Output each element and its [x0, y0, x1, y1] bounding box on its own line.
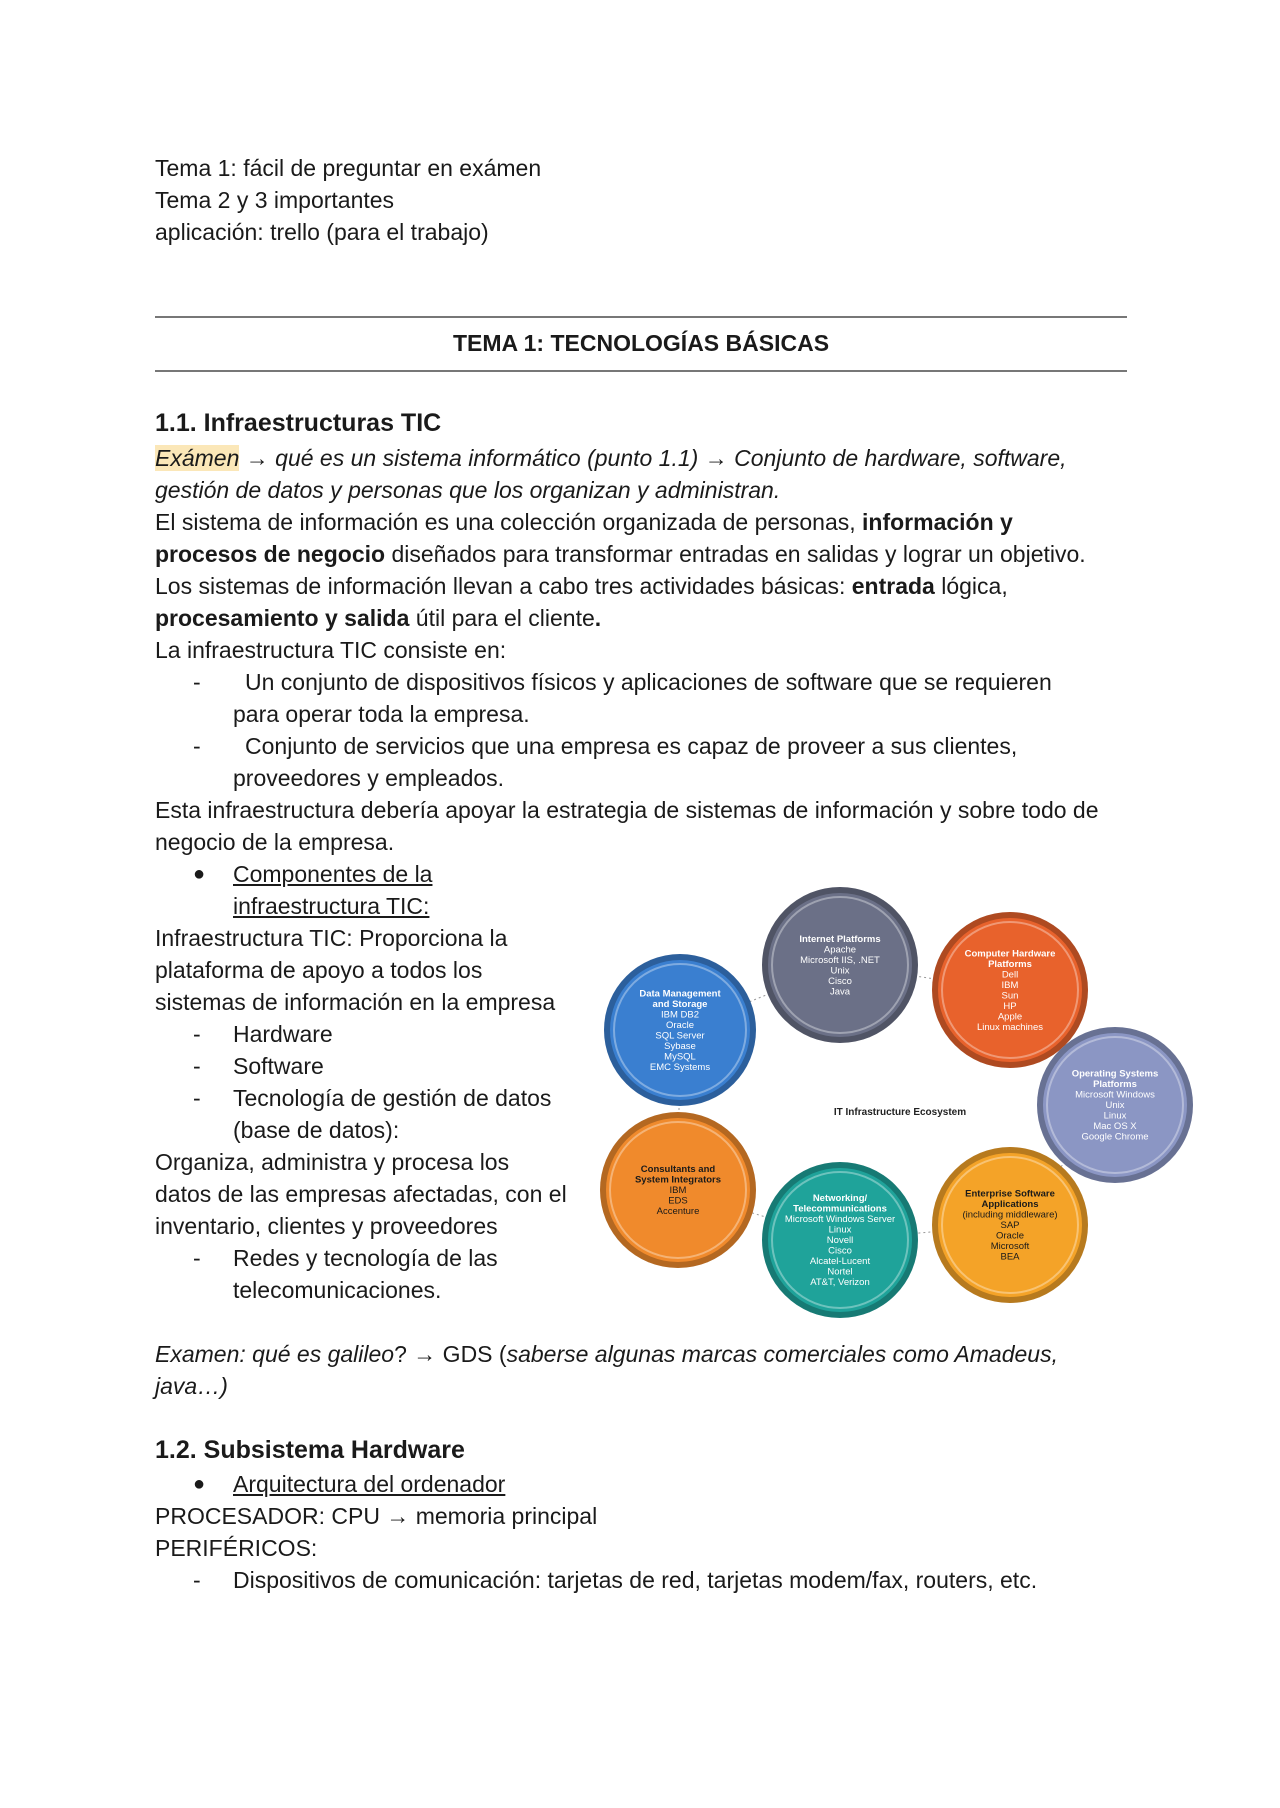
exam-note: java…): [155, 1373, 228, 1399]
node-title: Platforms: [988, 958, 1032, 970]
subheading-link: Arquitectura del ordenador: [233, 1471, 506, 1497]
ecosystem-node-internet: [762, 887, 918, 1043]
node-item: Dell: [1001, 969, 1019, 981]
list-item: Un conjunto de dispositivos físicos y aplicaciones de software que se requieren: [245, 669, 1052, 695]
node-item: Google Chrome: [1081, 1131, 1149, 1143]
list-item: telecomunicaciones.: [233, 1277, 442, 1303]
paragraph: datos de las empresas afectadas, con el: [155, 1181, 567, 1207]
list-dash: -: [193, 733, 201, 759]
list-dash: -: [193, 1085, 201, 1111]
node-item: Java: [829, 986, 851, 998]
paragraph: procesos de negocio diseñados para transformar entradas en salidas y lograr un objetivo.: [155, 541, 1086, 567]
node-item: HP: [1003, 1000, 1017, 1012]
it-infrastructure-diagram: [600, 880, 1220, 1330]
highlight: Exámen: [155, 445, 240, 471]
node-title: Computer Hardware: [964, 948, 1056, 960]
page-title: TEMA 1: TECNOLOGÍAS BÁSICAS: [452, 330, 830, 356]
paragraph: Infraestructura TIC: Proporciona la: [155, 925, 508, 951]
node-item: MySQL: [664, 1051, 696, 1063]
exam-note: Examen: qué es galileo? → GDS (saberse algunas marcas comerciales como Amadeus,: [155, 1341, 1058, 1367]
node-item: EMC Systems: [649, 1061, 711, 1073]
list-item: Conjunto de servicios que una empresa es capaz de proveer a sus clientes,: [245, 733, 1018, 759]
node-item: SAP: [1000, 1220, 1020, 1232]
list-dash: -: [193, 669, 201, 695]
node-title: Operating Systems: [1071, 1068, 1159, 1080]
node-item: IBM DB2: [660, 1009, 700, 1021]
node-item: Microsoft Windows: [1075, 1089, 1155, 1101]
node-item: EDS: [668, 1195, 688, 1207]
intro-line: Tema 2 y 3 importantes: [155, 187, 395, 213]
node-title: Data Management: [639, 988, 721, 1000]
bullet-marker: ●: [193, 863, 206, 885]
list-dash: -: [193, 1567, 201, 1593]
paragraph: plataforma de apoyo a todos los: [155, 957, 483, 983]
node-item: Unix: [1105, 1100, 1125, 1112]
node-item: Sun: [1001, 990, 1019, 1002]
node-item: Linux: [1103, 1110, 1127, 1122]
node-item: Alcatel-Lucent: [809, 1256, 871, 1268]
paragraph: procesamiento y salida útil para el cliente.: [155, 605, 602, 631]
node-item: Linux: [828, 1224, 852, 1236]
exam-note: gestión de datos y personas que los organizan y administran.: [155, 477, 781, 503]
paragraph: Los sistemas de información llevan a cabo tres actividades básicas: entrada lógica,: [155, 573, 1008, 599]
node-title: Platforms: [1093, 1079, 1137, 1091]
node-item: Microsoft: [990, 1241, 1030, 1253]
list-item: Software: [233, 1053, 324, 1079]
node-title: and Storage: [652, 998, 708, 1010]
node-item: AT&T, Verizon: [810, 1277, 870, 1289]
paragraph: El sistema de información es una colección organizada de personas, información y: [155, 509, 1013, 535]
node-item: Microsoft IIS, .NET: [800, 954, 880, 966]
ecosystem-node-hardware: [932, 912, 1088, 1068]
subheading-link: Componentes de la: [233, 861, 433, 887]
bullet-marker: ●: [193, 1473, 206, 1495]
node-title: Internet Platforms: [799, 933, 881, 945]
node-item: Accenture: [656, 1206, 700, 1218]
node-item: Oracle: [666, 1019, 694, 1031]
ecosystem-node-consult: [600, 1112, 756, 1268]
list-dash: -: [193, 1021, 201, 1047]
node-item: Linux machines: [976, 1021, 1044, 1033]
paragraph: Organiza, administra y procesa los: [155, 1149, 510, 1175]
horizontal-rule: [155, 370, 1127, 372]
list-item: Hardware: [233, 1021, 333, 1047]
section-heading: 1.2. Subsistema Hardware: [155, 1436, 465, 1464]
node-item: Novell: [826, 1235, 854, 1247]
node-item: Cisco: [828, 975, 852, 987]
node-item: Oracle: [996, 1230, 1024, 1242]
node-item: BEA: [1000, 1251, 1020, 1263]
node-title: Consultants and: [640, 1164, 716, 1176]
exam-note: Exámen → qué es un sistema informático (punto 1.1) → Conjunto de hardware, software,: [155, 445, 1067, 471]
node-item: Apple: [997, 1011, 1023, 1023]
horizontal-rule: [155, 316, 1127, 318]
list-item: proveedores y empleados.: [233, 765, 505, 791]
node-item: Apache: [823, 944, 857, 956]
node-item: IBM: [669, 1185, 687, 1197]
section-heading: 1.1. Infraestructuras TIC: [155, 409, 442, 437]
node-item: Mac OS X: [1093, 1121, 1137, 1133]
node-item: Microsoft Windows Server: [784, 1214, 896, 1226]
node-title: Enterprise Software: [965, 1188, 1055, 1200]
node-item: (including middleware): [962, 1209, 1058, 1221]
paragraph: La infraestructura TIC consiste en:: [155, 637, 507, 663]
ecosystem-node-datamgmt: [604, 954, 756, 1106]
node-title: Telecommunications: [793, 1203, 887, 1215]
intro-line: aplicación: trello (para el trabajo): [155, 219, 489, 245]
paragraph: Esta infraestructura debería apoyar la estrategia de sistemas de información y sobre todo de: [155, 797, 1099, 823]
list-item: (base de datos):: [233, 1117, 400, 1143]
paragraph: sistemas de información en la empresa: [155, 989, 556, 1015]
subheading-link: infraestructura TIC:: [233, 893, 430, 919]
node-title: Networking/: [812, 1193, 868, 1205]
paragraph: inventario, clientes y proveedores: [155, 1213, 498, 1239]
list-item: Tecnología de gestión de datos: [233, 1085, 552, 1111]
diagram-center-label: IT Infrastructure Ecosystem: [833, 1107, 967, 1118]
intro-line: Tema 1: fácil de preguntar en exámen: [155, 155, 542, 181]
list-item: para operar toda la empresa.: [233, 701, 530, 727]
paragraph: negocio de la empresa.: [155, 829, 395, 855]
node-item: Sybase: [664, 1040, 696, 1052]
paragraph: PROCESADOR: CPU → memoria principal: [155, 1503, 598, 1529]
node-item: IBM: [1001, 979, 1019, 991]
node-item: Nortel: [827, 1266, 853, 1278]
list-dash: -: [193, 1245, 201, 1271]
node-title: System Integrators: [634, 1174, 722, 1186]
ecosystem-node-enterprise: [932, 1147, 1088, 1303]
node-item: SQL Server: [655, 1030, 705, 1042]
node-item: Unix: [830, 965, 850, 977]
list-item: Redes y tecnología de las: [233, 1245, 498, 1271]
ecosystem-node-network: [762, 1162, 918, 1318]
paragraph: PERIFÉRICOS:: [155, 1535, 318, 1561]
list-dash: -: [193, 1053, 201, 1079]
list-item: Dispositivos de comunicación: tarjetas de red, tarjetas modem/fax, routers, etc.: [233, 1567, 1038, 1593]
node-item: Cisco: [828, 1245, 852, 1257]
ecosystem-node-os: [1037, 1027, 1193, 1183]
node-title: Applications: [981, 1199, 1039, 1211]
